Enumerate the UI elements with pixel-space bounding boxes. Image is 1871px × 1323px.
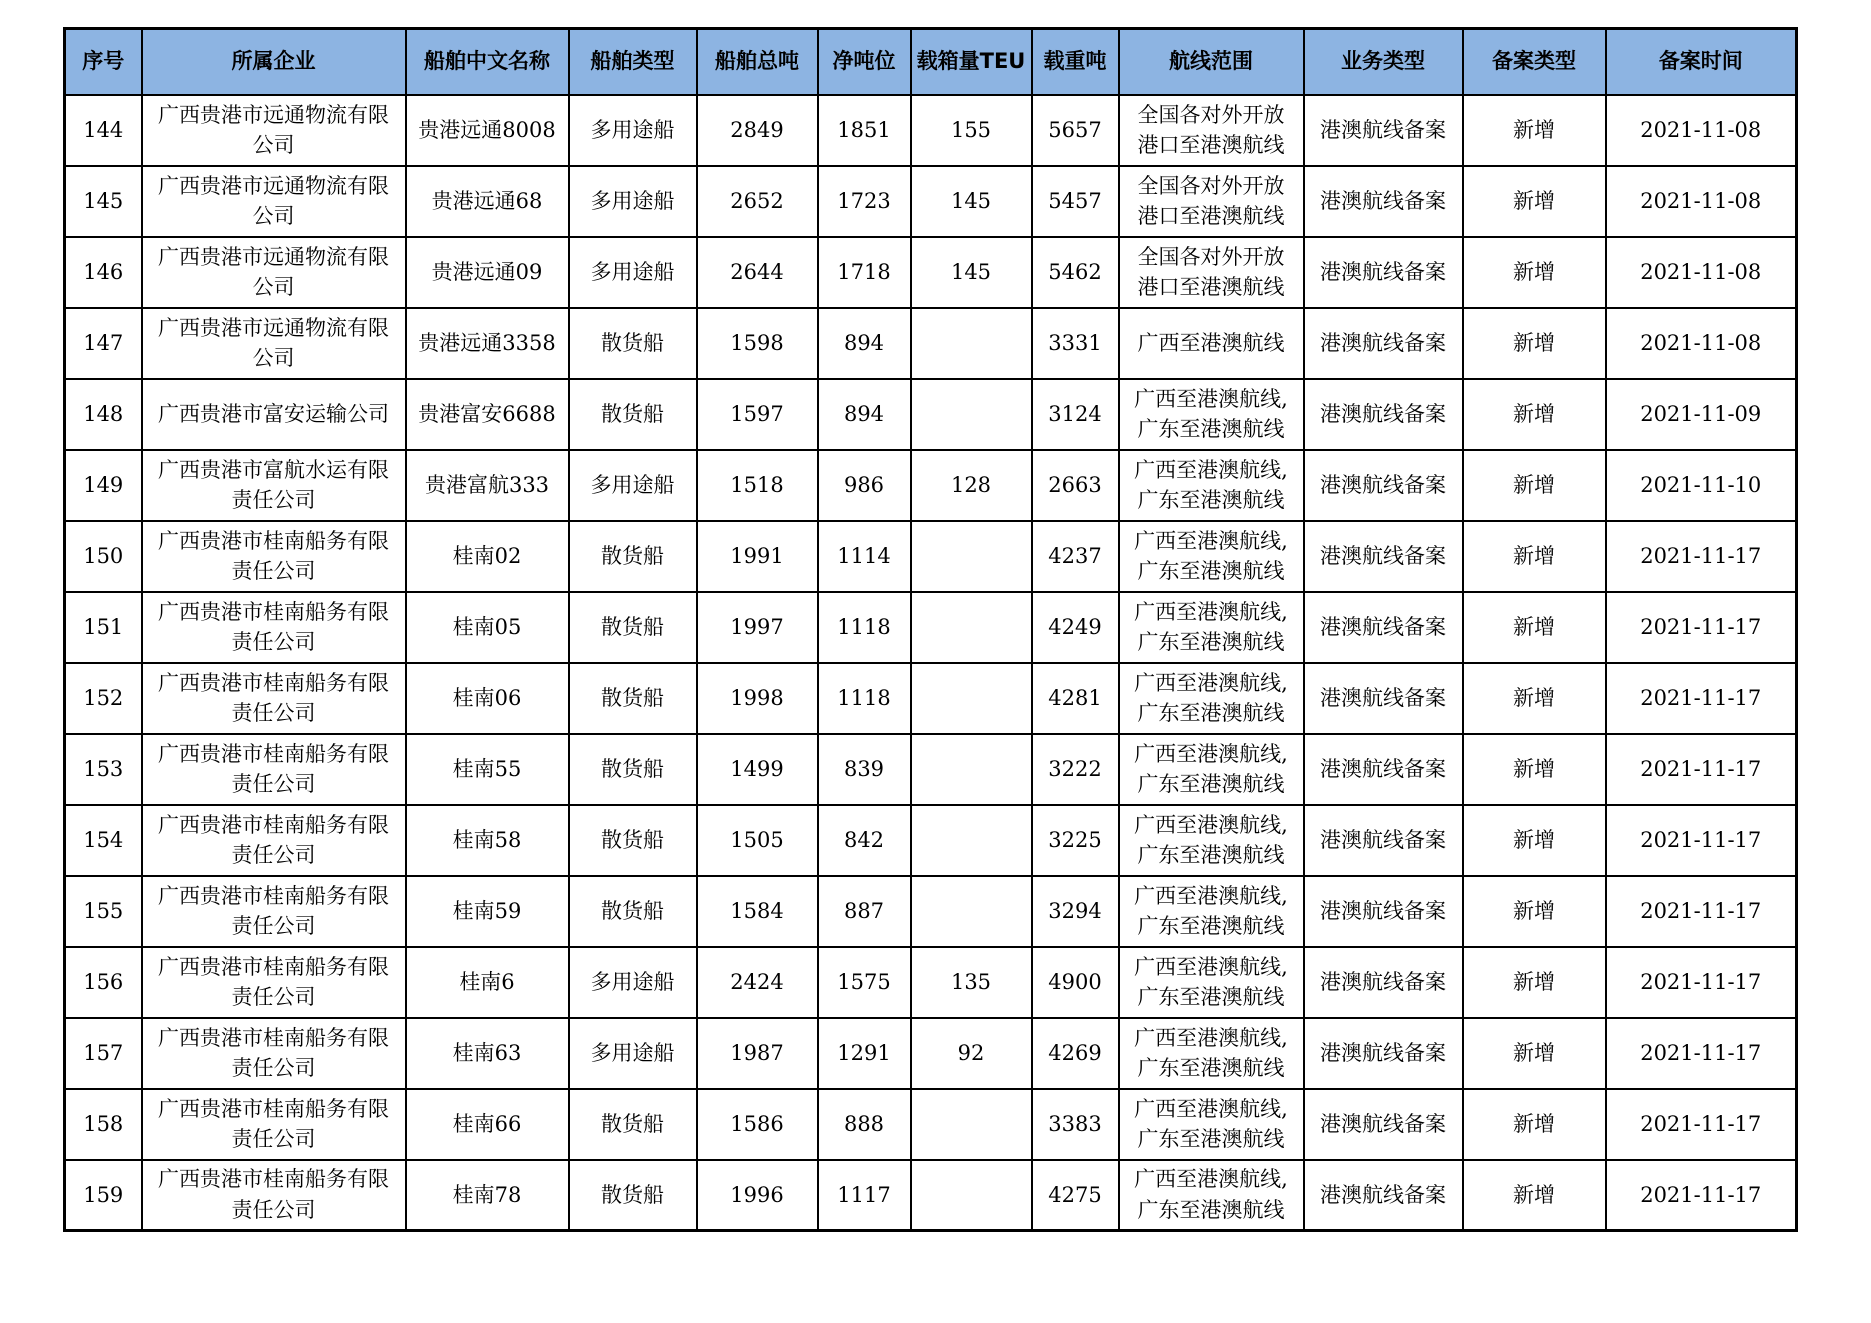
table-row [65, 379, 1797, 450]
table-row [65, 663, 1797, 734]
cell-record-type: 新增 [1463, 1089, 1606, 1160]
cell-gross-tonnage: 1991 [697, 521, 818, 592]
cell-ship-type: 散货船 [569, 379, 697, 450]
cell-net-tonnage: 842 [818, 805, 911, 876]
cell-serial-number: 152 [65, 663, 142, 734]
cell-net-tonnage: 894 [818, 308, 911, 379]
ship-record-table-container [63, 27, 1798, 1232]
cell-ship-type: 散货船 [569, 521, 697, 592]
cell-record-type: 新增 [1463, 308, 1606, 379]
cell-ship-type: 多用途船 [569, 237, 697, 308]
cell-business-type: 港澳航线备案 [1304, 876, 1463, 947]
cell-route-range: 广西至港澳航线,广东至港澳航线 [1119, 521, 1304, 592]
cell-route-range: 广西至港澳航线,广东至港澳航线 [1119, 876, 1304, 947]
ship-record-table [63, 27, 1798, 1232]
table-row [65, 237, 1797, 308]
cell-business-type: 港澳航线备案 [1304, 1160, 1463, 1231]
cell-route-range: 广西至港澳航线,广东至港澳航线 [1119, 1018, 1304, 1089]
cell-record-type: 新增 [1463, 876, 1606, 947]
cell-ship-type: 散货船 [569, 1160, 697, 1231]
cell-record-type: 新增 [1463, 947, 1606, 1018]
cell-net-tonnage: 887 [818, 876, 911, 947]
table-row [65, 734, 1797, 805]
cell-gross-tonnage: 2424 [697, 947, 818, 1018]
cell-company: 广西贵港市桂南船务有限责任公司 [142, 663, 406, 734]
cell-ship-chinese-name: 贵港远通8008 [406, 95, 569, 166]
cell-deadweight-tonnage: 3124 [1032, 379, 1119, 450]
cell-route-range: 广西至港澳航线,广东至港澳航线 [1119, 805, 1304, 876]
cell-ship-chinese-name: 桂南58 [406, 805, 569, 876]
column-header-business-type: 业务类型 [1304, 29, 1463, 95]
cell-business-type: 港澳航线备案 [1304, 450, 1463, 521]
column-header-record-type: 备案类型 [1463, 29, 1606, 95]
cell-gross-tonnage: 1998 [697, 663, 818, 734]
cell-record-type: 新增 [1463, 237, 1606, 308]
cell-record-type: 新增 [1463, 663, 1606, 734]
cell-business-type: 港澳航线备案 [1304, 947, 1463, 1018]
cell-route-range: 全国各对外开放港口至港澳航线 [1119, 237, 1304, 308]
table-row [65, 1160, 1797, 1231]
cell-record-date: 2021-11-17 [1606, 521, 1797, 592]
cell-deadweight-tonnage: 4900 [1032, 947, 1119, 1018]
cell-business-type: 港澳航线备案 [1304, 308, 1463, 379]
cell-teu-capacity [911, 521, 1032, 592]
cell-teu-capacity: 155 [911, 95, 1032, 166]
cell-net-tonnage: 1723 [818, 166, 911, 237]
cell-route-range: 广西至港澳航线,广东至港澳航线 [1119, 1089, 1304, 1160]
cell-record-type: 新增 [1463, 521, 1606, 592]
cell-net-tonnage: 894 [818, 379, 911, 450]
cell-gross-tonnage: 1499 [697, 734, 818, 805]
cell-company: 广西贵港市桂南船务有限责任公司 [142, 1089, 406, 1160]
cell-company: 广西贵港市富航水运有限责任公司 [142, 450, 406, 521]
table-row [65, 308, 1797, 379]
cell-gross-tonnage: 1997 [697, 592, 818, 663]
cell-company: 广西贵港市桂南船务有限责任公司 [142, 947, 406, 1018]
cell-serial-number: 154 [65, 805, 142, 876]
cell-route-range: 全国各对外开放港口至港澳航线 [1119, 95, 1304, 166]
cell-deadweight-tonnage: 3331 [1032, 308, 1119, 379]
cell-record-date: 2021-11-08 [1606, 166, 1797, 237]
cell-teu-capacity [911, 592, 1032, 663]
cell-net-tonnage: 1118 [818, 592, 911, 663]
table-row [65, 1089, 1797, 1160]
cell-company: 广西贵港市桂南船务有限责任公司 [142, 521, 406, 592]
cell-record-date: 2021-11-09 [1606, 379, 1797, 450]
cell-route-range: 广西至港澳航线,广东至港澳航线 [1119, 663, 1304, 734]
cell-company: 广西贵港市桂南船务有限责任公司 [142, 1160, 406, 1231]
table-row [65, 521, 1797, 592]
cell-business-type: 港澳航线备案 [1304, 237, 1463, 308]
cell-ship-chinese-name: 桂南66 [406, 1089, 569, 1160]
cell-deadweight-tonnage: 5462 [1032, 237, 1119, 308]
cell-ship-chinese-name: 桂南02 [406, 521, 569, 592]
cell-company: 广西贵港市桂南船务有限责任公司 [142, 734, 406, 805]
cell-record-type: 新增 [1463, 95, 1606, 166]
cell-business-type: 港澳航线备案 [1304, 734, 1463, 805]
cell-gross-tonnage: 2849 [697, 95, 818, 166]
cell-net-tonnage: 1718 [818, 237, 911, 308]
cell-deadweight-tonnage: 4237 [1032, 521, 1119, 592]
cell-teu-capacity: 135 [911, 947, 1032, 1018]
cell-deadweight-tonnage: 4275 [1032, 1160, 1119, 1231]
table-header [65, 29, 1797, 95]
table-row [65, 166, 1797, 237]
cell-record-date: 2021-11-17 [1606, 734, 1797, 805]
cell-company: 广西贵港市桂南船务有限责任公司 [142, 1018, 406, 1089]
cell-ship-chinese-name: 桂南78 [406, 1160, 569, 1231]
cell-record-type: 新增 [1463, 805, 1606, 876]
cell-business-type: 港澳航线备案 [1304, 805, 1463, 876]
cell-ship-type: 散货船 [569, 1089, 697, 1160]
cell-serial-number: 151 [65, 592, 142, 663]
column-header-gross-tonnage: 船舶总吨 [697, 29, 818, 95]
table-row [65, 95, 1797, 166]
table-row [65, 1018, 1797, 1089]
cell-company: 广西贵港市远通物流有限公司 [142, 95, 406, 166]
cell-business-type: 港澳航线备案 [1304, 166, 1463, 237]
cell-ship-type: 散货船 [569, 876, 697, 947]
cell-business-type: 港澳航线备案 [1304, 592, 1463, 663]
cell-record-date: 2021-11-08 [1606, 237, 1797, 308]
table-row [65, 947, 1797, 1018]
cell-company: 广西贵港市远通物流有限公司 [142, 237, 406, 308]
cell-company: 广西贵港市桂南船务有限责任公司 [142, 805, 406, 876]
cell-ship-type: 散货船 [569, 592, 697, 663]
cell-serial-number: 149 [65, 450, 142, 521]
cell-net-tonnage: 1118 [818, 663, 911, 734]
cell-serial-number: 155 [65, 876, 142, 947]
cell-gross-tonnage: 1586 [697, 1089, 818, 1160]
cell-serial-number: 150 [65, 521, 142, 592]
cell-ship-type: 散货船 [569, 308, 697, 379]
cell-company: 广西贵港市富安运输公司 [142, 379, 406, 450]
cell-business-type: 港澳航线备案 [1304, 1089, 1463, 1160]
cell-deadweight-tonnage: 4249 [1032, 592, 1119, 663]
cell-net-tonnage: 1851 [818, 95, 911, 166]
cell-ship-chinese-name: 桂南59 [406, 876, 569, 947]
table-row [65, 805, 1797, 876]
cell-deadweight-tonnage: 4281 [1032, 663, 1119, 734]
cell-gross-tonnage: 1987 [697, 1018, 818, 1089]
cell-teu-capacity [911, 308, 1032, 379]
header-row [65, 29, 1797, 95]
cell-teu-capacity [911, 1089, 1032, 1160]
cell-route-range: 广西至港澳航线,广东至港澳航线 [1119, 734, 1304, 805]
cell-serial-number: 146 [65, 237, 142, 308]
cell-business-type: 港澳航线备案 [1304, 95, 1463, 166]
cell-ship-type: 多用途船 [569, 450, 697, 521]
cell-teu-capacity: 92 [911, 1018, 1032, 1089]
cell-record-type: 新增 [1463, 1160, 1606, 1231]
cell-record-date: 2021-11-17 [1606, 947, 1797, 1018]
cell-deadweight-tonnage: 5457 [1032, 166, 1119, 237]
cell-record-date: 2021-11-17 [1606, 876, 1797, 947]
cell-gross-tonnage: 1505 [697, 805, 818, 876]
cell-company: 广西贵港市桂南船务有限责任公司 [142, 592, 406, 663]
cell-net-tonnage: 1117 [818, 1160, 911, 1231]
cell-deadweight-tonnage: 3383 [1032, 1089, 1119, 1160]
cell-record-type: 新增 [1463, 450, 1606, 521]
cell-serial-number: 145 [65, 166, 142, 237]
cell-record-date: 2021-11-17 [1606, 1160, 1797, 1231]
column-header-ship-chinese-name: 船舶中文名称 [406, 29, 569, 95]
cell-gross-tonnage: 1597 [697, 379, 818, 450]
cell-company: 广西贵港市桂南船务有限责任公司 [142, 876, 406, 947]
cell-ship-chinese-name: 贵港远通3358 [406, 308, 569, 379]
cell-teu-capacity [911, 876, 1032, 947]
cell-route-range: 全国各对外开放港口至港澳航线 [1119, 166, 1304, 237]
table-body [65, 95, 1797, 1231]
cell-record-type: 新增 [1463, 734, 1606, 805]
cell-route-range: 广西至港澳航线,广东至港澳航线 [1119, 379, 1304, 450]
cell-net-tonnage: 1291 [818, 1018, 911, 1089]
cell-business-type: 港澳航线备案 [1304, 663, 1463, 734]
cell-teu-capacity [911, 734, 1032, 805]
cell-serial-number: 159 [65, 1160, 142, 1231]
cell-record-date: 2021-11-17 [1606, 1018, 1797, 1089]
cell-ship-chinese-name: 桂南55 [406, 734, 569, 805]
cell-business-type: 港澳航线备案 [1304, 1018, 1463, 1089]
cell-record-type: 新增 [1463, 592, 1606, 663]
cell-gross-tonnage: 1598 [697, 308, 818, 379]
cell-ship-type: 多用途船 [569, 1018, 697, 1089]
cell-business-type: 港澳航线备案 [1304, 379, 1463, 450]
cell-record-type: 新增 [1463, 379, 1606, 450]
table-row [65, 592, 1797, 663]
cell-ship-chinese-name: 贵港富航333 [406, 450, 569, 521]
cell-serial-number: 147 [65, 308, 142, 379]
cell-ship-type: 多用途船 [569, 95, 697, 166]
cell-net-tonnage: 1114 [818, 521, 911, 592]
cell-deadweight-tonnage: 2663 [1032, 450, 1119, 521]
cell-gross-tonnage: 2652 [697, 166, 818, 237]
column-header-route-range: 航线范围 [1119, 29, 1304, 95]
cell-ship-chinese-name: 贵港富安6688 [406, 379, 569, 450]
cell-deadweight-tonnage: 3294 [1032, 876, 1119, 947]
column-header-ship-type: 船舶类型 [569, 29, 697, 95]
cell-deadweight-tonnage: 5657 [1032, 95, 1119, 166]
cell-serial-number: 153 [65, 734, 142, 805]
cell-company: 广西贵港市远通物流有限公司 [142, 166, 406, 237]
cell-deadweight-tonnage: 4269 [1032, 1018, 1119, 1089]
cell-serial-number: 156 [65, 947, 142, 1018]
cell-record-date: 2021-11-17 [1606, 592, 1797, 663]
cell-teu-capacity: 145 [911, 166, 1032, 237]
cell-ship-chinese-name: 桂南6 [406, 947, 569, 1018]
cell-net-tonnage: 888 [818, 1089, 911, 1160]
cell-net-tonnage: 1575 [818, 947, 911, 1018]
cell-record-date: 2021-11-17 [1606, 805, 1797, 876]
cell-serial-number: 158 [65, 1089, 142, 1160]
cell-company: 广西贵港市远通物流有限公司 [142, 308, 406, 379]
cell-ship-type: 散货船 [569, 734, 697, 805]
cell-teu-capacity [911, 663, 1032, 734]
cell-route-range: 广西至港澳航线 [1119, 308, 1304, 379]
cell-deadweight-tonnage: 3222 [1032, 734, 1119, 805]
cell-route-range: 广西至港澳航线,广东至港澳航线 [1119, 1160, 1304, 1231]
table-row [65, 450, 1797, 521]
cell-deadweight-tonnage: 3225 [1032, 805, 1119, 876]
cell-route-range: 广西至港澳航线,广东至港澳航线 [1119, 947, 1304, 1018]
cell-teu-capacity [911, 1160, 1032, 1231]
cell-gross-tonnage: 1518 [697, 450, 818, 521]
cell-route-range: 广西至港澳航线,广东至港澳航线 [1119, 450, 1304, 521]
cell-gross-tonnage: 2644 [697, 237, 818, 308]
cell-record-type: 新增 [1463, 166, 1606, 237]
cell-record-type: 新增 [1463, 1018, 1606, 1089]
cell-net-tonnage: 839 [818, 734, 911, 805]
column-header-serial-number: 序号 [65, 29, 142, 95]
cell-record-date: 2021-11-08 [1606, 308, 1797, 379]
column-header-record-date: 备案时间 [1606, 29, 1797, 95]
cell-ship-chinese-name: 桂南06 [406, 663, 569, 734]
cell-business-type: 港澳航线备案 [1304, 521, 1463, 592]
column-header-company: 所属企业 [142, 29, 406, 95]
cell-teu-capacity: 128 [911, 450, 1032, 521]
cell-ship-chinese-name: 贵港远通68 [406, 166, 569, 237]
cell-serial-number: 144 [65, 95, 142, 166]
column-header-deadweight-tonnage: 载重吨 [1032, 29, 1119, 95]
cell-ship-type: 多用途船 [569, 166, 697, 237]
cell-record-date: 2021-11-08 [1606, 95, 1797, 166]
column-header-net-tonnage: 净吨位 [818, 29, 911, 95]
cell-route-range: 广西至港澳航线,广东至港澳航线 [1119, 592, 1304, 663]
cell-net-tonnage: 986 [818, 450, 911, 521]
cell-ship-chinese-name: 桂南63 [406, 1018, 569, 1089]
cell-ship-chinese-name: 桂南05 [406, 592, 569, 663]
cell-ship-type: 散货船 [569, 663, 697, 734]
cell-teu-capacity [911, 805, 1032, 876]
table-row [65, 876, 1797, 947]
cell-gross-tonnage: 1584 [697, 876, 818, 947]
cell-teu-capacity: 145 [911, 237, 1032, 308]
cell-record-date: 2021-11-10 [1606, 450, 1797, 521]
cell-serial-number: 157 [65, 1018, 142, 1089]
column-header-teu-capacity: 载箱量TEU [911, 29, 1032, 95]
cell-teu-capacity [911, 379, 1032, 450]
cell-ship-type: 多用途船 [569, 947, 697, 1018]
cell-ship-chinese-name: 贵港远通09 [406, 237, 569, 308]
cell-record-date: 2021-11-17 [1606, 1089, 1797, 1160]
cell-record-date: 2021-11-17 [1606, 663, 1797, 734]
cell-ship-type: 散货船 [569, 805, 697, 876]
cell-gross-tonnage: 1996 [697, 1160, 818, 1231]
cell-serial-number: 148 [65, 379, 142, 450]
